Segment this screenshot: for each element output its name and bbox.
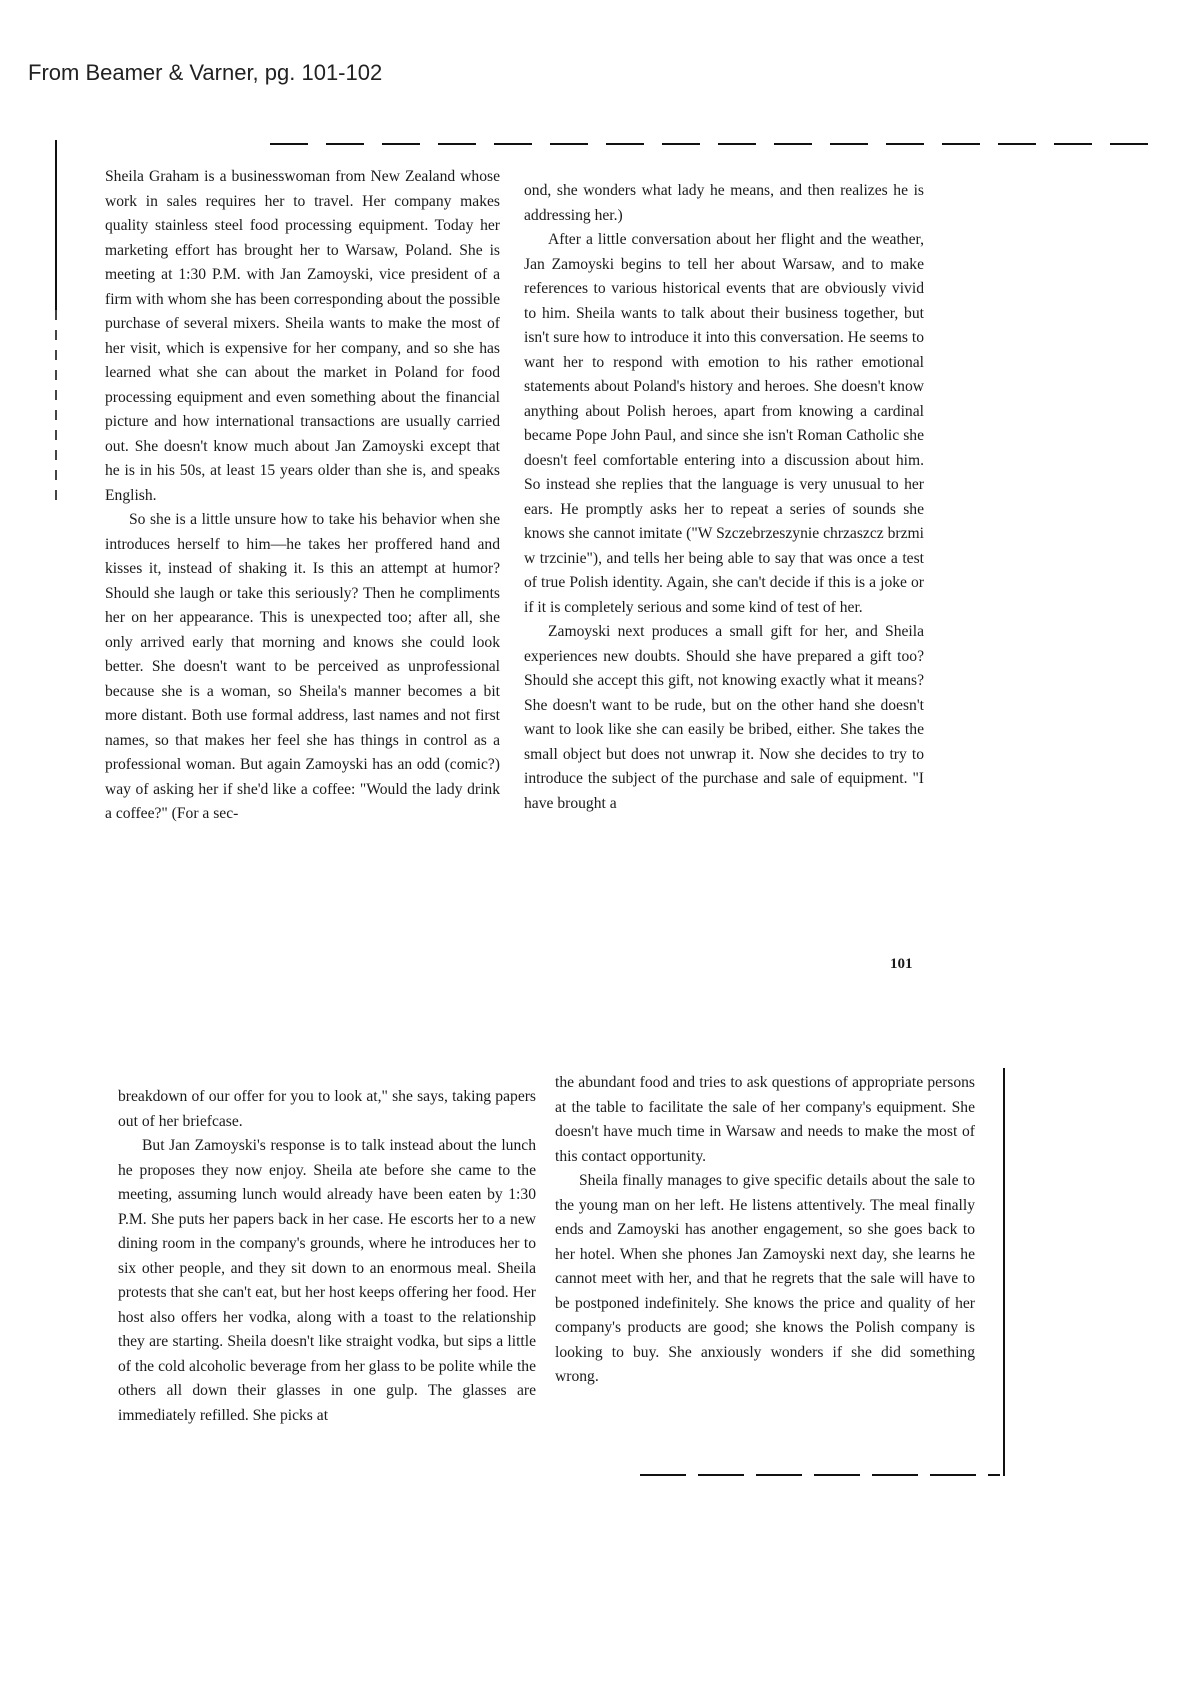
page-number: 101 [890, 956, 913, 972]
page101-column-left [105, 165, 500, 827]
paragraph: Sheila Graham is a businesswoman from New Zealand whose work in sales requires her to travel. Her company makes quality stainless steel food processing equipment. Today her marketing effort has brought her to Warsaw, Poland. She is meeting at 1:30 P.M. with Jan Zamoyski, vice president of a firm with whom she has been corresponding about the possible purchase of several mixers. Sheila wants to make the most of her visit, which is expensive for her company, and so she has learned what she can about the market in Poland for food processing equipment and even something about the financial picture and how international transactions are usually carried out. She doesn't know much about Jan Zamoyski except that he is in his 50s, at least 15 years older than she is, and speaks English. [105, 168, 500, 504]
paragraph: the abundant food and tries to ask questions of appropriate persons at the table to facilitate the sale of her company's equipment. She doesn't have much time in Warsaw and needs to make the most of this contact opportunity. [555, 1074, 975, 1165]
paragraph: After a little conversation about her flight and the weather, Jan Zamoyski begins to tell her about Warsaw, and to make references to various historical events that are obviously vivid to him. Sheila wants to talk about their business together, but isn't sure how to introduce it into this conversation. He seems to want her to respond with emotion to his rather emotional statements about Poland's history and heroes. She doesn't know anything about Polish heroes, apart from knowing a cardinal became Pope John Paul, and since she isn't Roman Catholic she doesn't feel comfortable entering into a discussion about him. So instead she replies that the language is very unusual to her ears. He promptly asks her to repeat a series of sounds she knows she cannot imitate ("W Szczebrzeszynie chrzaszcz brzmi w trzcinie"), and tells her being able to say that was once a test of true Polish identity. Again, she can't decide if this is a joke or if it is completely serious and some kind of test of her. [524, 231, 924, 616]
bottom-dashed-rule [640, 1474, 1000, 1476]
paragraph: Sheila finally manages to give specific details about the sale to the young man on her left. He listens attentively. The meal finally ends and Zamoyski has another engagement, so she goes back to her hotel. When she phones Jan Zamoyski next day, she learns he cannot meet with her, and that he regrets that the sale will have to be postponed indefinitely. She knows the price and quality of her company's products are good; she knows the Polish company is looking to buy. She anxiously wonders if she did something wrong. [555, 1172, 975, 1385]
right-margin-bar [1003, 1068, 1005, 1476]
left-margin-dashed-bar [55, 310, 57, 510]
page102-column-left [118, 1085, 536, 1428]
paragraph: But Jan Zamoyski's response is to talk instead about the lunch he proposes they now enjoy. Sheila ate before she came to the meeting, assuming lunch would already have been eaten by 1:30 P.M. She puts her papers back in her case. He escorts her to a new dining room in the company's grounds, where he introduces her to six other people, and they sit down to an enormous meal. Sheila protests that she can't eat, but her host keeps offering her food. Her host also offers her vodka, along with a toast to the relationship they are starting. Sheila doesn't like straight vodka, but sips a little of the cold alcoholic beverage from her glass to be polite while the others all down their glasses in one gulp. The glasses are immediately refilled. She picks at [118, 1137, 536, 1424]
paragraph: ond, she wonders what lady he means, and then realizes he is addressing her.) [524, 182, 924, 224]
top-dashed-rule [270, 143, 1160, 145]
paragraph: Zamoyski next produces a small gift for her, and Sheila experiences new doubts. Should she have prepared a gift too? Should she accept this gift, not knowing exactly what it means? She doesn't want to be rude, but on the other hand she doesn't want to look like she can easily be bribed, either. She takes the small object but does not unwrap it. Now she decides to try to introduce the subject of the purchase and sale of equipment. "I have brought a [524, 623, 924, 812]
page102-column-right [555, 1071, 975, 1390]
paragraph: So she is a little unsure how to take his behavior when she introduces herself to him—he takes her proffered hand and kisses it, instead of shaking it. Is this an attempt at humor? Should she laugh or take this seriously? Then he compliments her on her appearance. This is unexpected too; after all, she only arrived early that morning and knows she could look better. She doesn't want to be perceived as unprofessional because she is a woman, so Sheila's manner becomes a bit more distant. Both use formal address, last names and not first names, so that makes her feel she has things in control as a professional woman. But again Zamoyski has an odd (comic?) way of asking her if she'd like a coffee: "Would the lady drink a coffee?" (For a sec- [105, 511, 500, 822]
left-margin-bar [55, 140, 57, 310]
source-note: From Beamer & Varner, pg. 101-102 [28, 60, 383, 85]
paragraph: breakdown of our offer for you to look at," she says, taking papers out of her briefcase. [118, 1088, 536, 1130]
page101-column-right [524, 179, 924, 816]
